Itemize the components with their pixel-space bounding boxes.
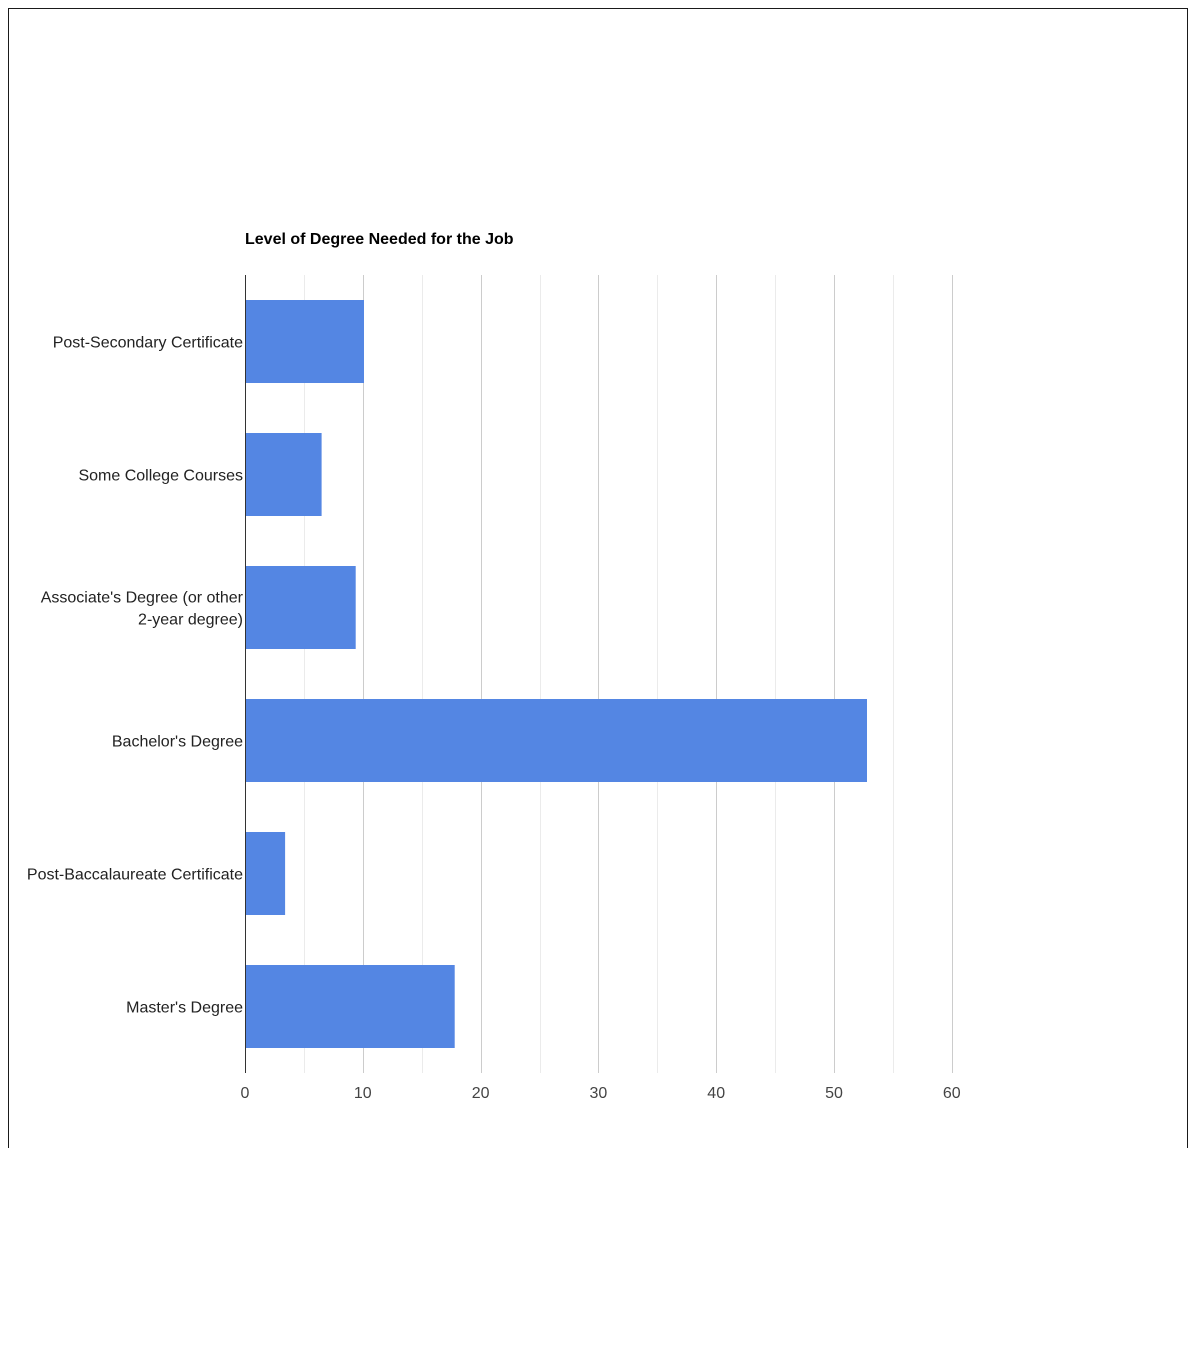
category-label-2-line-0: Associate's Degree (or other <box>40 589 243 607</box>
category-label-5: Master's Degree <box>126 999 243 1017</box>
x-tick-label-60: 60 <box>942 1085 961 1102</box>
x-tick-labels <box>241 1085 961 1102</box>
x-tick-label-10: 10 <box>353 1085 372 1102</box>
category-label-4: Post-Baccalaureate Certificate <box>26 866 243 884</box>
category-labels <box>27 335 244 1017</box>
bar-3[interactable] <box>245 699 867 782</box>
bar-1[interactable] <box>245 433 322 516</box>
bars <box>245 300 867 1048</box>
category-label-3: Bachelor's Degree <box>111 733 243 751</box>
bar-4[interactable] <box>245 832 285 915</box>
x-tick-label-0: 0 <box>240 1085 250 1102</box>
category-label-1: Some College Courses <box>78 467 243 485</box>
x-tick-label-40: 40 <box>707 1085 726 1102</box>
x-tick-label-50: 50 <box>825 1085 843 1102</box>
x-tick-label-30: 30 <box>589 1085 608 1102</box>
grid-lines <box>305 275 953 1073</box>
category-label-2-line-1: 2-year degree) <box>138 611 243 629</box>
bar-5[interactable] <box>245 965 455 1048</box>
x-tick-label-20: 20 <box>471 1085 490 1102</box>
chart-title: Level of Degree Needed for the Job <box>245 231 514 248</box>
category-label-0: Post-Secondary Certificate <box>52 334 243 352</box>
bar-0[interactable] <box>245 300 364 383</box>
bar-2[interactable] <box>245 566 356 649</box>
